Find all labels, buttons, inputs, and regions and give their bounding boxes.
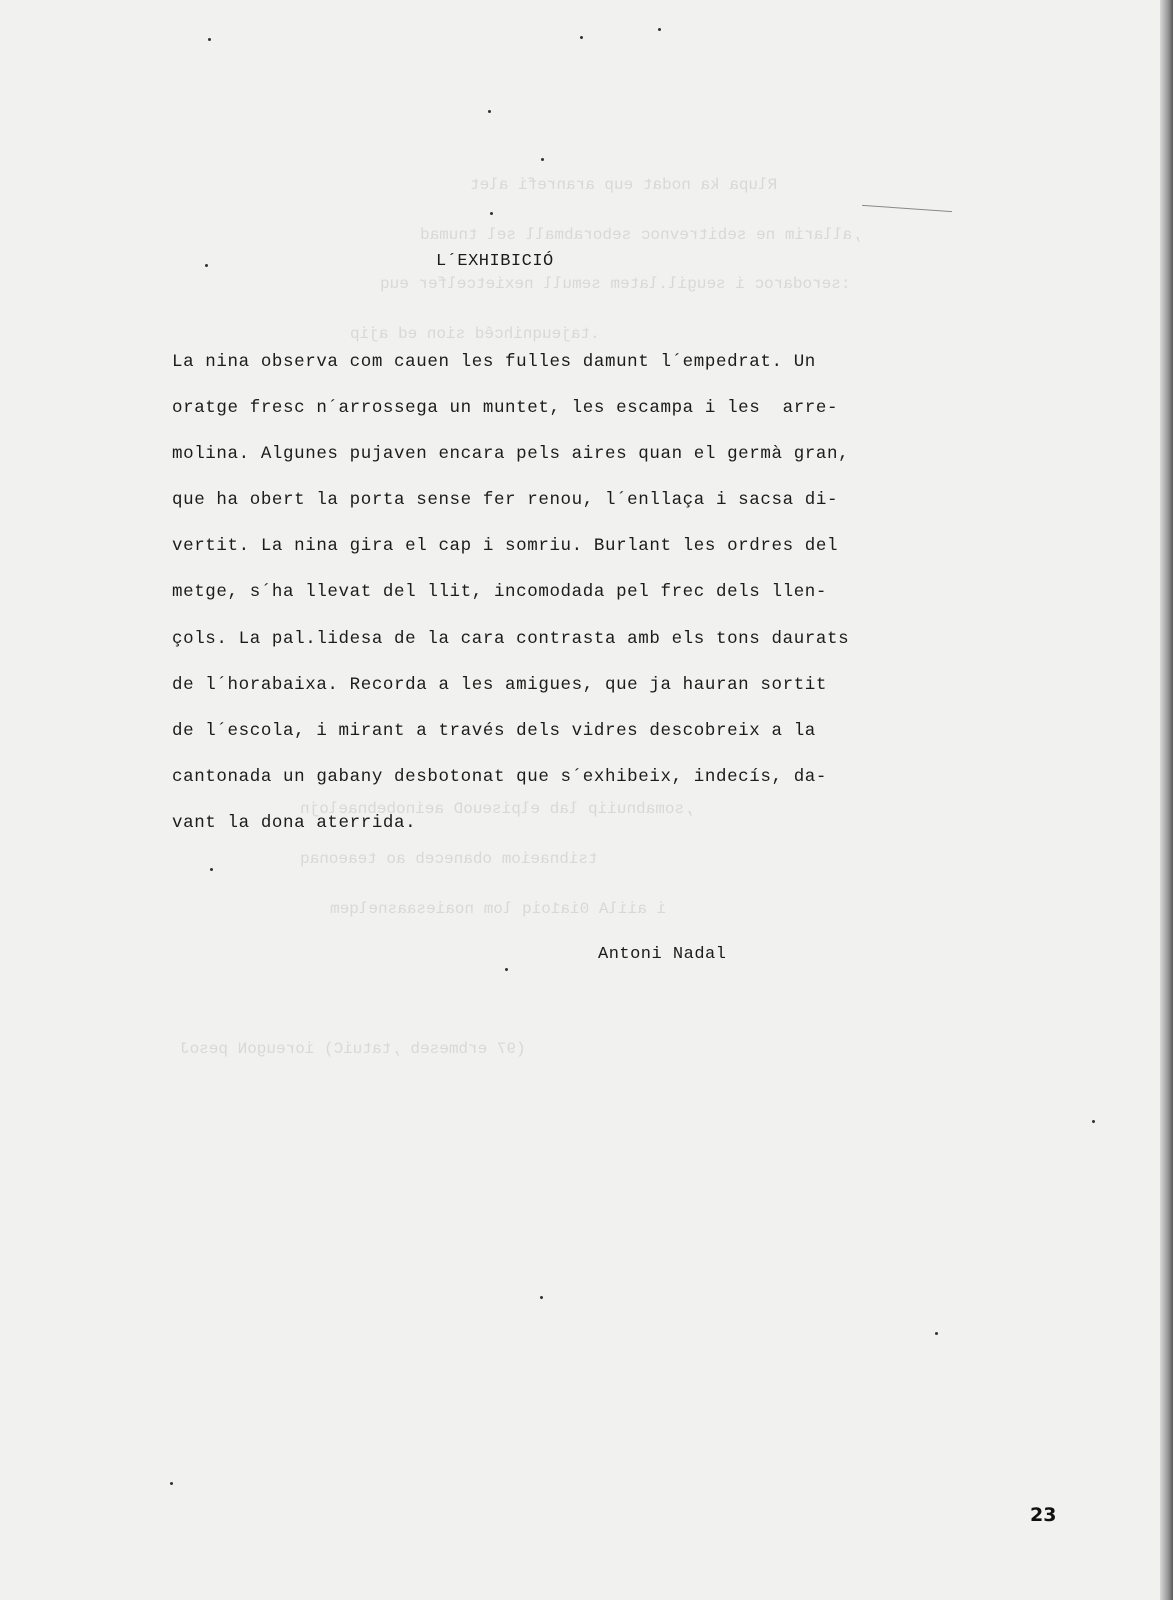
show-through-text: .tajeuqnihcêd sion ed ajip [350,325,600,343]
paragraph-line: de l´escola, i mirant a través dels vidres descobreix a la [172,720,816,741]
speck [1092,1120,1095,1123]
speck [540,1296,543,1299]
paragraph-line: de l´horabaixa. Recorda a les amigues, que ja hauran sortit [172,674,828,695]
show-through-text: ,somabnuiip lab elpiseuoD aeinobebnaelojn [300,800,694,818]
speck [490,212,493,215]
speck [488,110,491,113]
paragraph-line: çols. La pal.lidesa de la cara contrasta amb els tons daurats [172,628,850,649]
show-through-text: :serodaroc i seugil.latem semull nexietcelfer euq [380,275,851,293]
speck [505,968,508,971]
show-through-text: tsibnaeiom obaneceb ao teaeonaq [300,850,598,868]
page-number: 23 [1030,1504,1057,1526]
paragraph-line: La nina observa com cauen les fulles damunt l´empedrat. Un [172,352,816,372]
paragraph-line: molina. Algunes pujaven encara pels aires quan el germà gran, [172,444,850,465]
paragraph-line: vant la dona aterrida. [172,812,417,833]
author-signature: Antoni Nadal [598,945,727,964]
story-paragraph [172,339,952,846]
speck [580,36,583,39]
stray-mark [862,205,952,212]
show-through-text: Rlupa ka nodat eup aranrefi alet [470,176,778,194]
speck [170,1482,173,1485]
speck [935,1332,938,1335]
story-title: L´EXHIBICIÓ [436,252,554,271]
speck [205,264,208,267]
show-through-text: i aiilA 0ia1oiq lom noaiesaasnelqem [330,900,667,918]
speck [658,28,661,31]
paragraph-line: vertit. La nina gira el cap i somriu. Burlant les ordres del [172,536,839,557]
speck [541,158,544,161]
speck [210,868,213,871]
page-edge-shadow [1160,0,1173,1600]
paragraph-line: oratge fresc n´arrossega un muntet, les escampa i les arre- [172,398,839,419]
show-through-text: ,allarim ne sebitrevnoc seborabmall sel tnumad [420,226,862,244]
paragraph-line: cantonada un gabany desbotonat que s´exhibeix, indecís, da- [172,766,828,787]
speck [208,38,211,41]
paragraph-line: que ha obert la porta sense fer renou, l´enllaça i sacsa di- [172,490,839,511]
paragraph-line: metge, s´ha llevat del llit, incomodada pel frec dels llen- [172,582,828,603]
show-through-text: (97 erbmeseb ,tatuiC) ioreugoN pesoJ [180,1040,526,1058]
